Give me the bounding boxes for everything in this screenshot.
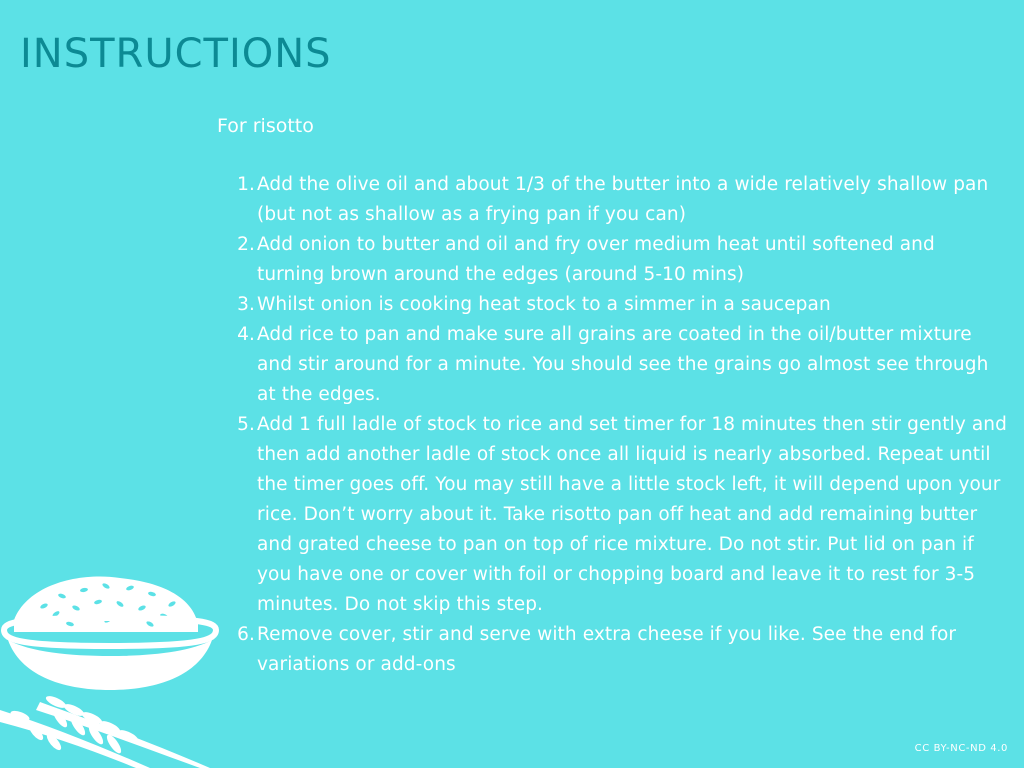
step-text: Add rice to pan and make sure all grains are coated in the oil/butter mixture and stir around for a minute. You should see the grains go almost see through at the edges. (257, 324, 989, 405)
step-text: Add the olive oil and about 1/3 of the butter into a wide relatively shallow pan (but not as shallow as a frying pan if you can) (257, 174, 989, 225)
step-number: 1. (237, 174, 255, 195)
step-number: 4. (237, 324, 255, 345)
instruction-list (217, 170, 1007, 680)
step-text: Add onion to butter and oil and fry over medium heat until softened and turning brown around the edges (around 5-10 mins) (257, 234, 935, 285)
rice-bowl-icon (0, 570, 230, 768)
step-number: 3. (237, 294, 255, 315)
list-item (217, 230, 1007, 290)
list-item (217, 290, 1007, 320)
step-text: Whilst onion is cooking heat stock to a simmer in a saucepan (257, 294, 831, 315)
section-subtitle: For risotto (217, 115, 314, 137)
list-item (217, 410, 1007, 620)
list-item (217, 170, 1007, 230)
step-text: Add 1 full ladle of stock to rice and set timer for 18 minutes then stir gently and then add another ladle of stock once all liquid is nearly absorbed. Repeat until the timer goes off. You may still have a little stock left, it will depend upon your rice. Don’t worry about it. Take risotto pan off heat and add remaining butter and grated cheese to pan on top of rice mixture. Do not stir. Put lid on pan if you have one or cover with foil or chopping board and leave it to rest for 3-5 minutes. Do not skip this step. (257, 414, 1007, 615)
list-item (217, 620, 1007, 680)
step-text: Remove cover, stir and serve with extra cheese if you like. See the end for variations or add-ons (257, 624, 957, 675)
license-label: CC BY-NC-ND 4.0 (914, 743, 1008, 754)
step-number: 2. (237, 234, 255, 255)
step-number: 6. (237, 624, 255, 645)
list-item (217, 320, 1007, 410)
step-number: 5. (237, 414, 255, 435)
page-title: INSTRUCTIONS (20, 31, 332, 77)
